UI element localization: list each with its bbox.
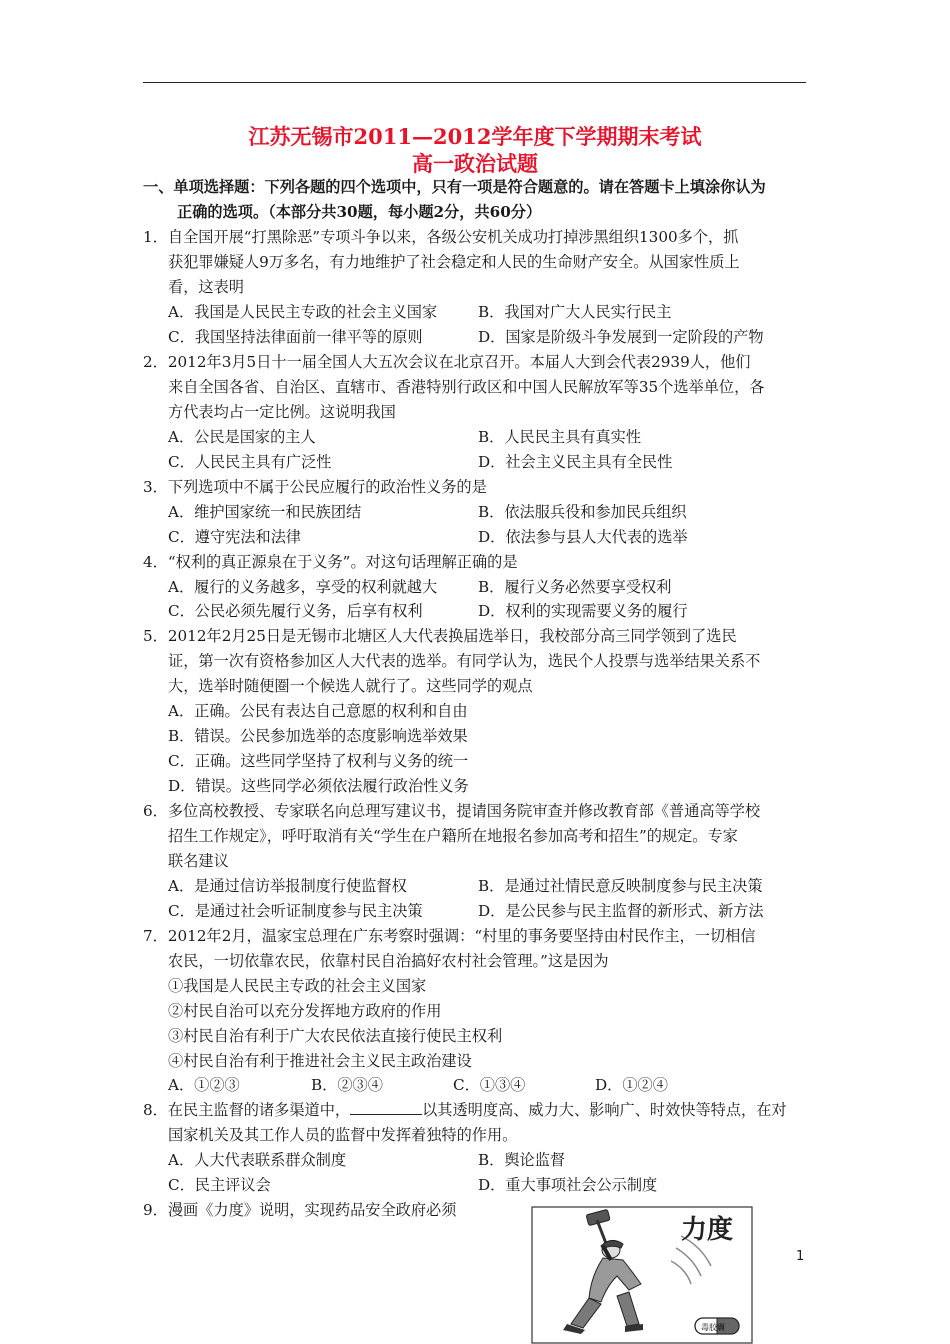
q3-option-b: B．依法服兵役和参加民兵组织: [478, 503, 687, 521]
q8-option-c: C．民主评议会: [168, 1176, 271, 1194]
q7-option-a: A．①②③: [168, 1076, 240, 1094]
cartoon-image: [531, 1206, 753, 1344]
q5-stem-line1: 5．2012年2月25日是无锡市北塘区人大代表换届选举日，我校部分高三同学领到了选民: [143, 627, 737, 645]
q2-stem-line2: 来自全国各省、自治区、直辖市、香港特别行政区和中国人民解放军等35个选举单位，各: [168, 378, 765, 396]
capsule-icon: [695, 1318, 739, 1334]
q6-option-c: C．是通过社会听证制度参与民主决策: [168, 902, 423, 920]
header-rule: [143, 82, 806, 83]
q5-option-d: D．错误。这些同学必须依法履行政治性义务: [168, 777, 469, 795]
q1-option-b: B．我国对广大人民实行民主: [478, 303, 672, 321]
page-number: 1: [796, 1249, 805, 1264]
q7-item-3: ③村民自治有利于广大农民依法直接行使民主权利: [168, 1027, 503, 1045]
exam-subtitle: 高一政治试题: [412, 151, 538, 176]
q4-stem: 4．“权利的真正源泉在于义务”。对这句话理解正确的是: [143, 553, 518, 571]
q6-stem-line3: 联名建议: [168, 852, 229, 870]
q5-option-a: A．正确。公民有表达自己意愿的权利和自由: [168, 702, 468, 720]
q6-option-a: A．是通过信访举报制度行使监督权: [168, 877, 407, 895]
q8-option-a: A．人大代表联系群众制度: [168, 1151, 347, 1169]
q7-stem-line1: 7．2012年2月，温家宝总理在广东考察时强调：“村里的事务要坚持由村民作主，一切相信: [143, 927, 756, 945]
q7-option-c: C．①③④: [453, 1076, 526, 1094]
q2-stem-line3: 方代表均占一定比例。这说明我国: [168, 403, 396, 421]
q1-stem-line3: 看，这表明: [168, 278, 244, 296]
q3-stem: 3．下列选项中不属于公民应履行的政治性义务的是: [143, 478, 487, 496]
q1-stem-line1: 1．自全国开展“打黑除恶”专项斗争以来，各级公安机关成功打掉涉黑组织1300多个，抓: [143, 228, 739, 246]
q8-stem-prefix: 8．在民主监督的诸多渠道中，: [143, 1101, 351, 1119]
q4-option-a: A．履行的义务越多，享受的权利就越大: [168, 578, 438, 596]
q9-stem: 9．漫画《力度》说明，实现药品安全政府必须: [143, 1201, 457, 1219]
exam-title: 江苏无锡市2011—2012学年度下学期期末考试: [248, 124, 702, 149]
q3-option-d: D．依法参与县人大代表的选举: [478, 528, 688, 546]
q1-option-a: A．我国是人民民主专政的社会主义国家: [168, 303, 438, 321]
q7-item-1: ①我国是人民民主专政的社会主义国家: [168, 977, 427, 995]
q8-option-b: B．舆论监督: [478, 1151, 566, 1169]
q5-stem-line2: 证，第一次有资格参加区人大代表的选举。有同学认为，选民个人投票与选举结果关系不: [168, 652, 761, 670]
q8-stem-line1: [143, 1099, 787, 1121]
q6-stem-line1: 6．多位高校教授、专家联名向总理写建议书，提请国务院审查并修改教育部《普通高等学校: [143, 802, 761, 820]
q4-option-d: D．权利的实现需要义务的履行: [478, 602, 688, 620]
q7-item-4: ④村民自治有利于推进社会主义民主政治建设: [168, 1052, 472, 1070]
q1-option-c: C．我国坚持法律面前一律平等的原则: [168, 328, 423, 346]
cartoon-title: 力度: [680, 1215, 734, 1245]
q7-option-d: D．①②④: [595, 1076, 668, 1094]
q7-option-b: B．②③④: [311, 1076, 383, 1094]
section-heading-line1: 一、单项选择题：下列各题的四个选项中，只有一项是符合题意的。请在答题卡上填涂你认为: [143, 178, 766, 196]
q4-option-c: C．公民必须先履行义务，后享有权利: [168, 602, 423, 620]
q2-option-d: D．社会主义民主具有全民性: [478, 453, 673, 471]
q5-option-c: C．正确。这些同学坚持了权利与义务的统一: [168, 752, 469, 770]
q3-option-c: C．遵守宪法和法律: [168, 528, 302, 546]
q1-stem-line2: 获犯罪嫌疑人9万多名，有力地维护了社会稳定和人民的生命财产安全。从国家性质上: [168, 253, 740, 271]
section-heading-line2: 正确的选项。（本部分共30题，每小题2分，共60分）: [177, 203, 542, 221]
q3-option-a: A．维护国家统一和民族团结: [168, 503, 362, 521]
q8-answer-blank: [350, 1100, 422, 1115]
q2-option-b: B．人民民主具有真实性: [478, 428, 642, 446]
q4-option-b: B．履行义务必然要享受权利: [478, 578, 672, 596]
q2-option-c: C．人民民主具有广泛性: [168, 453, 332, 471]
q8-stem-suffix: 以其透明度高、威力大、影响广、时效快等特点，在对: [422, 1101, 787, 1119]
q5-stem-line3: 大，选举时随便圈一个候选人就行了。这些同学的观点: [168, 677, 533, 695]
capsule-label: 毒胶囊: [701, 1323, 725, 1332]
q5-option-b: B．错误。公民参加选举的态度影响选举效果: [168, 727, 468, 745]
q6-option-d: D．是公民参与民主监督的新形式、新方法: [478, 902, 764, 920]
q1-option-d: D．国家是阶级斗争发展到一定阶段的产物: [478, 328, 764, 346]
q7-item-2: ②村民自治可以充分发挥地方政府的作用: [168, 1002, 442, 1020]
q6-option-b: B．是通过社情民意反映制度参与民主决策: [478, 877, 763, 895]
q8-stem-line2: 国家机关及其工作人员的监督中发挥着独特的作用。: [168, 1126, 518, 1144]
q2-stem-line1: 2．2012年3月5日十一届全国人大五次会议在北京召开。本届人大到会代表2939人，他们: [143, 353, 751, 371]
q7-stem-line2: 农民，一切依靠农民，依靠村民自治搞好农村社会管理。”这是因为: [168, 952, 609, 970]
q2-option-a: A．公民是国家的主人: [168, 428, 316, 446]
q8-option-d: D．重大事项社会公示制度: [478, 1176, 658, 1194]
q6-stem-line2: 招生工作规定》，呼吁取消有关“学生在户籍所在地报名参加高考和招生”的规定。专家: [168, 827, 738, 845]
